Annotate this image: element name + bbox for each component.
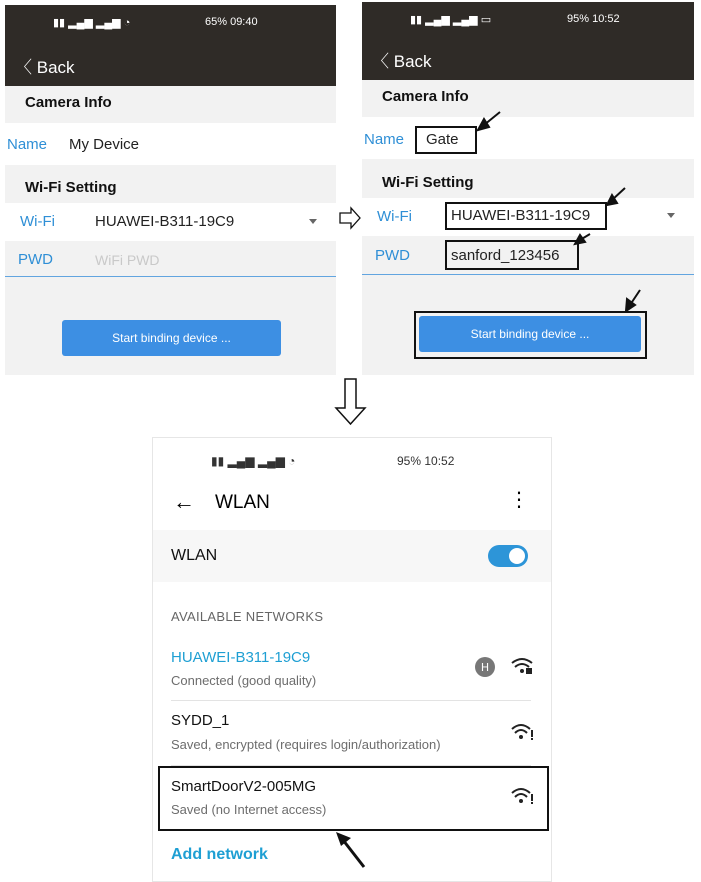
wifi-alert-icon	[510, 722, 534, 742]
annotation-arrow	[333, 830, 367, 870]
divider	[171, 700, 531, 701]
wlan-label: WLAN	[171, 547, 218, 564]
camera-info-heading: Camera Info	[382, 88, 469, 105]
wifi-select[interactable]: HUAWEI-B311-19C9	[95, 213, 235, 230]
wlan-settings-screen	[152, 437, 552, 882]
back-button[interactable]: 〈 Back	[372, 52, 432, 71]
more-options-icon[interactable]: ⋮	[509, 489, 529, 511]
chevron-left-icon: 〈	[15, 58, 32, 77]
signal-icon: ▮▮ ▂▄▆ ▂▄▆ ▭	[410, 14, 492, 26]
status-bar	[5, 5, 336, 40]
annotation-arrows	[362, 2, 694, 375]
pwd-input[interactable]: WiFi PWD	[95, 252, 160, 268]
start-binding-button[interactable]: Start binding device ...	[419, 316, 641, 352]
name-label: Name	[7, 136, 48, 153]
status-info: 65% 09:40	[205, 16, 258, 28]
arrow-right-icon	[339, 206, 361, 230]
network-item[interactable]	[153, 638, 551, 700]
wifi-select[interactable]: HUAWEI-B311-19C9	[451, 207, 591, 224]
wifi-locked-icon	[510, 656, 534, 676]
wifi-label: Wi-Fi	[377, 208, 412, 225]
add-network-link[interactable]: Add network	[171, 846, 268, 863]
pwd-input[interactable]: sanford_123456	[451, 247, 560, 264]
highlight-box	[158, 766, 549, 831]
network-status: Saved, encrypted (requires login/authorization)	[171, 737, 441, 752]
chevron-down-icon[interactable]	[309, 219, 317, 224]
input-underline	[5, 276, 336, 277]
back-arrow-icon[interactable]: ←	[173, 489, 195, 514]
app-bar	[5, 40, 336, 86]
network-item[interactable]	[153, 702, 551, 764]
pwd-label: PWD	[375, 247, 410, 264]
wlan-toggle[interactable]	[488, 545, 528, 567]
name-value[interactable]: Gate	[426, 131, 459, 148]
status-info: 95% 10:52	[397, 454, 455, 468]
wifi-label: Wi-Fi	[20, 213, 55, 230]
network-detail-icon[interactable]	[474, 656, 496, 678]
chevron-left-icon: 〈	[372, 52, 389, 71]
start-binding-button[interactable]: Start binding device ...	[62, 320, 281, 356]
signal-icon: ▮▮ ▂▄▆ ▂▄▆ ◔	[211, 454, 296, 468]
status-info: 95% 10:52	[567, 13, 620, 25]
camera-info-heading: Camera Info	[25, 94, 112, 111]
name-value[interactable]: My Device	[69, 136, 140, 153]
svg-text:H: H	[480, 661, 490, 674]
available-networks-heading: AVAILABLE NETWORKS	[171, 609, 324, 624]
network-status: Saved (no Internet access)	[171, 802, 327, 817]
page-title: WLAN	[215, 492, 270, 513]
wifi-setting-heading: Wi-Fi Setting	[25, 179, 117, 196]
wlan-header	[153, 480, 551, 524]
wifi-setting-heading: Wi-Fi Setting	[382, 174, 474, 191]
network-name: SmartDoorV2-005MG	[171, 778, 317, 795]
wlan-toggle-row[interactable]	[153, 530, 551, 582]
network-name: HUAWEI-B311-19C9	[171, 649, 311, 666]
name-row[interactable]	[5, 123, 336, 165]
signal-icon: ▮▮ ▂▄▆ ▂▄▆ ◔	[53, 17, 131, 29]
network-name: SYDD_1	[171, 712, 230, 729]
app-screen-filled	[362, 2, 694, 375]
network-status: Connected (good quality)	[171, 673, 317, 688]
app-screen-initial	[5, 5, 336, 375]
status-bar	[153, 438, 551, 476]
pwd-label: PWD	[18, 251, 53, 268]
arrow-down-icon	[334, 378, 368, 426]
back-button[interactable]: 〈 Back	[15, 58, 75, 77]
name-label: Name	[364, 131, 405, 148]
